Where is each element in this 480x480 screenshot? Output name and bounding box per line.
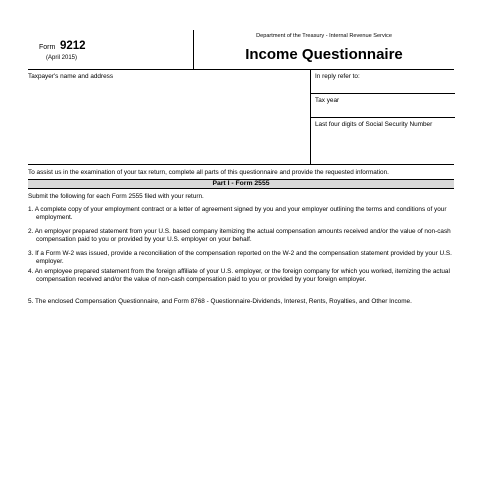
- intro-text: To assist us in the examination of your tax return, complete all parts of this questionnaire and provide the requested information.: [28, 169, 389, 176]
- part1-header: Part I - Form 2555: [28, 179, 454, 189]
- part1-item-3: 3. If a Form W-2 was issued, provide a reconciliation of the compensation reported on the W-2 and the compensation statement provided by your U.S. employer.: [28, 250, 452, 266]
- part1-item-5: 5. The enclosed Compensation Questionnaire, and Form 8768 - Questionnaire-Dividends, Interest, Rents, Royalties, and Other Income.: [28, 298, 412, 305]
- form-date: (April 2015): [46, 55, 78, 61]
- ssn-last-four-field[interactable]: Last four digits of Social Security Number: [315, 121, 433, 128]
- taxpayer-block: [28, 70, 454, 165]
- tax-year-field[interactable]: Tax year: [311, 94, 455, 118]
- form-header: [28, 30, 454, 70]
- reply-refer-field[interactable]: In reply refer to:: [311, 70, 455, 94]
- part1-item-2: 2. An employer prepared statement from your U.S. based company itemizing the actual compensation amounts received and/or the value of non-cash compensation paid to you or provided by your U.S. employer on your behalf.: [28, 228, 451, 244]
- taxpayer-name-field[interactable]: Taxpayer's name and address: [28, 73, 114, 80]
- reference-column: [310, 70, 454, 165]
- agency-name: Department of the Treasury - Internal Revenue Service: [256, 33, 392, 39]
- form-number: 9212: [60, 40, 86, 52]
- form-title: Income Questionnaire: [245, 46, 403, 63]
- part1-item-1: 1. A complete copy of your employment contract or a letter of agreement signed by you and your employer outlining the terms and conditions of your employment.: [28, 206, 447, 222]
- part1-item-4: 4. An employee prepared statement from the foreign affiliate of your U.S. employer, or the foreign company for which you worked, itemizing the actual compensation received and/or the value of non-cash compensation paid to you or provided by your foreign employer.: [28, 268, 450, 284]
- form-word: Form: [39, 44, 56, 51]
- part1-instruction: Submit the following for each Form 2555 filed with your return.: [28, 193, 204, 200]
- form-id-box: [28, 30, 194, 70]
